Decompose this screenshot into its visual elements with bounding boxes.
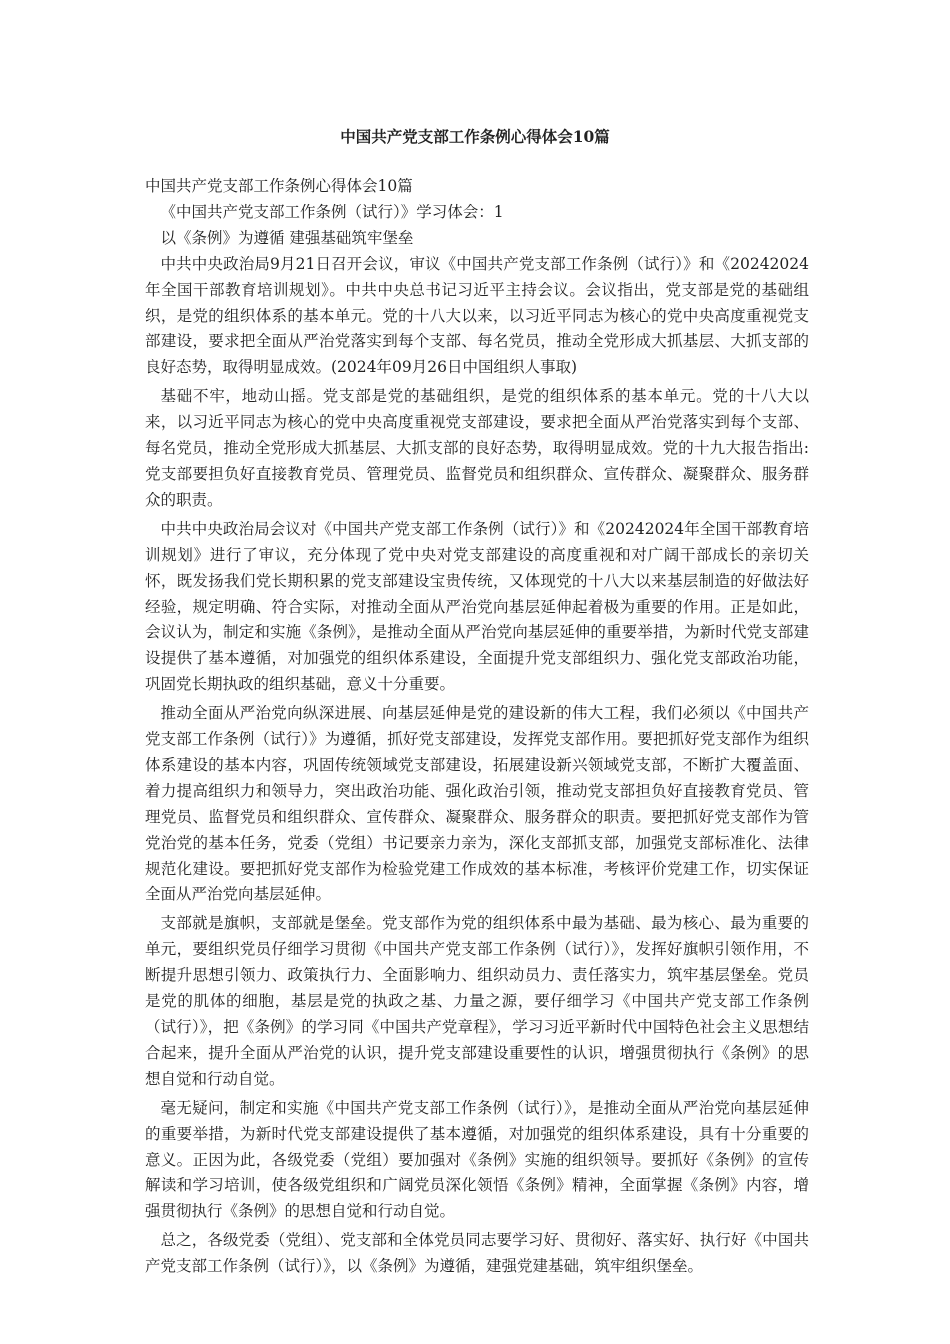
document-title: 中国共产党支部工作条例心得体会10篇 bbox=[340, 127, 610, 146]
paragraph: 中共中央政治局9月21日召开会议，审议《中国共产党支部工作条例（试行）》和《20242024年全国干部教育培训规划》。中共中央总书记习近平主持会议。会议指出，党支部是党的基础组织，是党的组织体系的基本单元。党的十八大以来，以习近平同志为核心的党中央高度重视党支部建设，要求把全面从严治党落实到每个支部、每名党员，推动全党形成大抓基层、大抓支部的良好态势，取得明显成效。(2024年09月26日中国组织人事取) bbox=[145, 254, 809, 377]
document-subtitle: 中国共产党支部工作条例心得体会10篇 bbox=[145, 177, 413, 195]
paragraph: 推动全面从严治党向纵深进展、向基层延伸是党的建设新的伟大工程，我们必须以《中国共产党支部工作条例（试行）》为遵循，抓好党支部建设，发挥党支部作用。要把抓好党支部作为组织体系建设的基本内容，巩固传统领域党支部建设，拓展建设新兴领域党支部，不断扩大覆盖面、着力提高组织力和领导力，突出政治功能、强化政治引领，推动党支部担负好直接教育党员、管理党员、监督党员和组织群众、宣传群众、凝聚群众、服务群众的职责。要把抓好党支部作为管党治党的基本任务，党委（党组）书记要亲力亲为，深化支部抓支部，加强党支部标准化、法律规范化建设。要把抓好党支部作为检验党建工作成效的基本标准，考核评价党建工作，切实保证全面从严治党向基层延伸。 bbox=[145, 704, 809, 904]
paragraph: 总之，各级党委（党组）、党支部和全体党员同志要学习好、贯彻好、落实好、执行好《中国共产党支部工作条例（试行）》，以《条例》为遵循，建强党建基础，筑牢组织堡垒。 bbox=[145, 1231, 809, 1276]
essay-theme: 以《条例》为遵循 建强基础筑牢堡垒 bbox=[160, 228, 414, 247]
paragraph: 中共中央政治局会议对《中国共产党支部工作条例（试行）》和《20242024年全国干部教育培训规划》进行了审议，充分体现了党中央对党支部建设的高度重视和对广阔干部成长的亲切关怀，既发扬我们党长期积累的党支部建设宝贵传统，又体现党的十八大以来基层制造的好做法好经验，规定明确、符合实际，对推动全面从严治党向基层延伸起着极为重要的作用。正是如此，会议认为，制定和实施《条例》，是推动全面从严治党向基层延伸的重要举措，为新时代党支部建设提供了基本遵循，对加强党的组织体系建设，全面提升党支部组织力、强化党支部政治功能，巩固党长期执政的组织基础，意义十分重要。 bbox=[145, 519, 809, 694]
document-body bbox=[145, 174, 809, 1280]
paragraph: 毫无疑问，制定和实施《中国共产党支部工作条例（试行）》，是推动全面从严治党向基层延伸的重要举措，为新时代党支部建设提供了基本遵循，对加强党的组织体系建设，具有十分重要的意义。正因为此，各级党委（党组）要加强对《条例》实施的组织领导。要抓好《条例》的宣传解读和学习培训，使各级党组织和广阔党员深化领悟《条例》精神，全面掌握《条例》内容，增强贯彻执行《条例》的思想自觉和行动自觉。 bbox=[145, 1098, 809, 1221]
paragraph: 支部就是旗帜，支部就是堡垒。党支部作为党的组织体系中最为基础、最为核心、最为重要的单元，要组织党员仔细学习贯彻《中国共产党支部工作条例（试行）》，发挥好旗帜引领作用，不断提升思想引领力、政策执行力、全面影响力、组织动员力、责任落实力，筑牢基层堡垒。党员是党的肌体的细胞，基层是党的执政之基、力量之源，要仔细学习《中国共产党支部工作条例（试行）》，把《条例》的学习同《中国共产党章程》，学习习近平新时代中国特色社会主义思想结合起来，提升全面从严治党的认识，提升党支部建设重要性的认识，增强贯彻执行《条例》的思想自觉和行动自觉。 bbox=[145, 914, 809, 1088]
essay-heading: 《中国共产党支部工作条例（试行）》学习体会：1 bbox=[160, 202, 504, 221]
paragraph: 基础不牢，地动山摇。党支部是党的基础组织，是党的组织体系的基本单元。党的十八大以来，以习近平同志为核心的党中央高度重视党支部建设，要求把全面从严治党落实到每个支部、每名党员，推动全党形成大抓基层、大抓支部的良好态势，取得明显成效。党的十九大报告指出:党支部要担负好直接教育党员、管理党员、监督党员和组织群众、宣传群众、凝聚群众、服务群众的职责。 bbox=[145, 387, 809, 509]
